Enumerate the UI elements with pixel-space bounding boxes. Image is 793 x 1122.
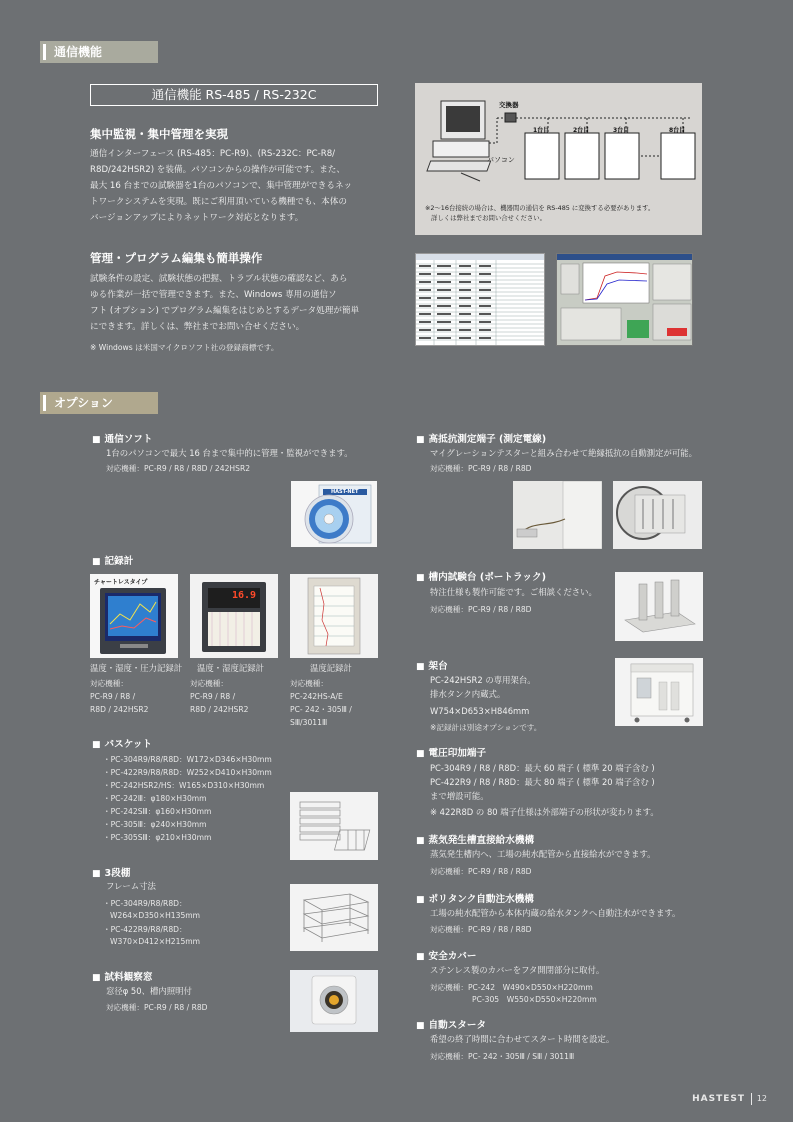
- option-title-tank: ■ ポリタンク自動注水機構: [416, 891, 534, 905]
- chartless-recorder-photo: [90, 574, 178, 658]
- spreadsheet-screenshot: [415, 253, 545, 346]
- section-label: 通信機能: [54, 45, 103, 59]
- central-heading: 集中監視・集中管理を実現: [90, 127, 228, 141]
- recorder-3-l2: PC-242HS-A/E: [290, 692, 343, 701]
- recorder-3-l3: PC- 242・305Ⅲ /: [290, 705, 352, 714]
- section-header-options: [40, 392, 158, 414]
- stand-l1: PC-242HSR2 の専用架台。: [430, 675, 536, 685]
- chartless-recorder-svg: [90, 574, 178, 658]
- cd-photo: [291, 481, 377, 547]
- voltage-l3: まで増設可能。: [430, 791, 489, 801]
- stand-l3: W754×D653×H846mm: [430, 706, 530, 716]
- resist-svg-1: [513, 481, 602, 549]
- program-paragraph: 試験条件の設定、試験状態の把握、トラブル状態の確認など、あら ゆる作業が一括で管理できます。また、Windows 専用の通信ソ フト (オプション) でプログラム編集をはじめとするデータ処理が簡単 にできます。詳しくは、弊社までお問い合せください。: [90, 274, 360, 332]
- option-title-steam: ■ 蒸気発生槽直接給水機構: [416, 832, 534, 846]
- window-svg: [290, 970, 378, 1032]
- voltage-note: ※ 422R8D の 80 端子仕様は外部端子の形状が変わります。: [430, 807, 659, 817]
- windows-note: ※ Windows は米国マイクロソフト社の登録商標です。: [90, 343, 279, 352]
- basket-line-6: ・PC-305Ⅲ：φ240×H30mm: [103, 820, 207, 829]
- recorder-3-l1: 対応機種：: [290, 679, 328, 688]
- starter-desc: 希望の終了時間に合わせてスタート時間を設定。: [430, 1034, 615, 1044]
- cd-label: HAST-NET: [331, 489, 359, 495]
- basket-line-5: ・PC-242SⅢ：φ160×H30mm: [103, 807, 212, 816]
- recorder-display-value: 16.9: [232, 590, 257, 601]
- chartless-label: チャートレスタイプ: [94, 579, 148, 586]
- spreadsheet-svg: [416, 254, 545, 346]
- starter-models: 対応機種：PC- 242・305Ⅲ / SⅢ / 3011Ⅲ: [430, 1052, 575, 1061]
- footer-separator: [751, 1093, 752, 1105]
- option-title-recorder: ■ 記録計: [92, 553, 133, 567]
- software-ui-screenshot: [556, 253, 693, 346]
- basket-photo: [290, 792, 378, 860]
- window-desc: 窓径φ 50、槽内照明付: [106, 986, 192, 996]
- program-heading: 管理・プログラム編集も簡単操作: [90, 251, 263, 265]
- shelf-svg: [290, 884, 378, 951]
- basket-line-3: ・PC-242HSR2/HS：W165×D310×H30mm: [103, 781, 265, 790]
- option-title-resist: ■ 高抵抗測定端子 (測定電線): [416, 431, 546, 445]
- option-title-voltage: ■ 電圧印加端子: [416, 745, 486, 759]
- tank-desc: 工場の純水配管から本体内蔵の給水タンクへ自動注水ができます。: [430, 908, 681, 918]
- recorder-2-l1: 対応機種：: [190, 679, 228, 688]
- shelf-frame: フレーム寸法: [106, 881, 156, 891]
- shelf-l3: ・PC-422R9/R8/R8D：: [103, 925, 187, 934]
- option-title-comm-soft: ■ 通信ソフト: [92, 431, 152, 445]
- stand-svg: [615, 658, 703, 726]
- tank-models: 対応機種：PC-R9 / R8 / R8D: [430, 925, 532, 934]
- switch-label: 交換器: [499, 101, 519, 109]
- rack-desc: 特注仕様も製作可能です。ご相談ください。: [430, 587, 597, 597]
- diagram-note-2: 詳しくは弊社までお問い合せください。: [431, 214, 547, 222]
- recorder-3-l4: SⅢ/3011Ⅲ: [290, 718, 328, 727]
- unit-label-8: 8台目: [669, 127, 686, 134]
- temp-recorder-photo: [290, 574, 378, 658]
- stand-photo: [615, 658, 703, 726]
- recorder-1-l2: PC-R9 / R8 /: [90, 692, 136, 701]
- unit-label-2: 2台目: [573, 127, 590, 134]
- temp-humidity-recorder-svg: [190, 574, 278, 658]
- shelf-l4: W370×D412×H215mm: [110, 937, 201, 946]
- temp-humidity-recorder-photo: [190, 574, 278, 658]
- voltage-l1: PC-304R9 / R8 / R8D：最大 60 端子 ( 標準 20 端子含む ): [430, 763, 655, 773]
- comm-soft-desc: 1台のパソコンで最大 16 台まで集中的に管理・監視ができます。: [106, 448, 353, 458]
- section-header-communication: [40, 41, 158, 63]
- software-ui-svg: [557, 254, 693, 346]
- unit-label-1: 1台目: [533, 127, 550, 134]
- option-title-starter: ■ 自動スタータ: [416, 1017, 486, 1031]
- shelf-l1: ・PC-304R9/R8/R8D：: [103, 899, 187, 908]
- page-title: 通信機能 RS-485 / RS-232C: [90, 84, 378, 106]
- recorder-1-l3: R8D / 242HSR2: [90, 705, 149, 714]
- stand-note: ※記録計は別途オプションです。: [430, 723, 542, 732]
- basket-line-2: ・PC-422R9/R8/R8D：W252×D410×H30mm: [103, 768, 272, 777]
- page-number: 12: [756, 1094, 767, 1103]
- cover-desc: ステンレス製のカバーをフタ開閉部分に取付。: [430, 965, 605, 975]
- shelf-photo: [290, 884, 378, 951]
- resist-photo-2: [613, 481, 702, 549]
- basket-line-4: ・PC-242Ⅲ：φ180×H30mm: [103, 794, 207, 803]
- option-title-shelf: ■ 3段棚: [92, 865, 130, 879]
- option-title-rack: ■ 槽内試験台 (ポートラック): [416, 569, 546, 583]
- basket-line-1: ・PC-304R9/R8/R8D：W172×D346×H30mm: [103, 755, 272, 764]
- unit-label-3: 3台目: [613, 127, 630, 134]
- rack-photo: [615, 572, 703, 641]
- resist-desc: マイグレーションテスターと組み合わせて絶縁抵抗の自動測定が可能。: [430, 448, 697, 458]
- diagram-note-1: ※2～16台接続の場合は、機器間の通信を RS-485 に変換する必要があります。: [425, 204, 655, 212]
- cover-m1: 対応機種：PC-242 W490×D550×H220mm: [430, 983, 593, 992]
- basket-line-7: ・PC-305SⅢ：φ210×H30mm: [103, 833, 212, 842]
- recorder-2-l3: R8D / 242HSR2: [190, 705, 249, 714]
- footer-brand: HASTEST: [692, 1094, 745, 1104]
- shelf-l2: W264×D350×H135mm: [110, 911, 201, 920]
- resist-svg-2: [613, 481, 702, 549]
- recorder-name-3: 温度記録計: [310, 663, 352, 673]
- steam-desc: 蒸気発生槽内へ、工場の純水配管から直接給水ができます。: [430, 849, 656, 859]
- option-title-basket: ■ バスケット: [92, 736, 152, 750]
- section-label: オプション: [54, 396, 113, 410]
- window-models: 対応機種：PC-R9 / R8 / R8D: [106, 1003, 208, 1012]
- stand-l2: 排水タンク内蔵式。: [430, 689, 506, 699]
- temp-recorder-svg: [290, 574, 378, 658]
- comm-soft-models: 対応機種：PC-R9 / R8 / R8D / 242HSR2: [106, 464, 251, 473]
- rack-svg: [615, 572, 703, 641]
- resist-photo-1: [513, 481, 602, 549]
- voltage-l2: PC-422R9 / R8 / R8D：最大 80 端子 ( 標準 20 端子含む ): [430, 777, 655, 787]
- central-paragraph: 通信インターフェース (RS-485：PC-R9)、(RS-232C：PC-R8/ R8D/242HSR2) を装備。パソコンからの操作が可能です。また、 最大 16 台までの試験器を1台のパソコンで、集中管理ができるネッ トワークシステムを実現。既にご利用頂いている機種でも、本体の バージョンアップによりネットワーク対応となります。: [90, 149, 353, 223]
- resist-models: 対応機種：PC-R9 / R8 / R8D: [430, 464, 532, 473]
- option-title-window: ■ 試料観察窓: [92, 969, 152, 983]
- recorder-name-2: 温度・湿度記録計: [197, 663, 264, 673]
- window-photo: [290, 970, 378, 1032]
- recorder-2-l2: PC-R9 / R8 /: [190, 692, 236, 701]
- rack-models: 対応機種：PC-R9 / R8 / R8D: [430, 605, 532, 614]
- recorder-name-1: 温度・湿度・圧力記録計: [90, 663, 183, 673]
- basket-svg: [290, 792, 378, 860]
- pc-label: パソコン: [487, 156, 515, 164]
- option-title-stand: ■ 架台: [416, 658, 448, 672]
- steam-models: 対応機種：PC-R9 / R8 / R8D: [430, 867, 532, 876]
- recorder-1-l1: 対応機種：: [90, 679, 128, 688]
- network-diagram: [415, 83, 702, 235]
- option-title-cover: ■ 安全カバー: [416, 948, 476, 962]
- cover-m2: PC-305 W550×D550×H220mm: [472, 995, 597, 1004]
